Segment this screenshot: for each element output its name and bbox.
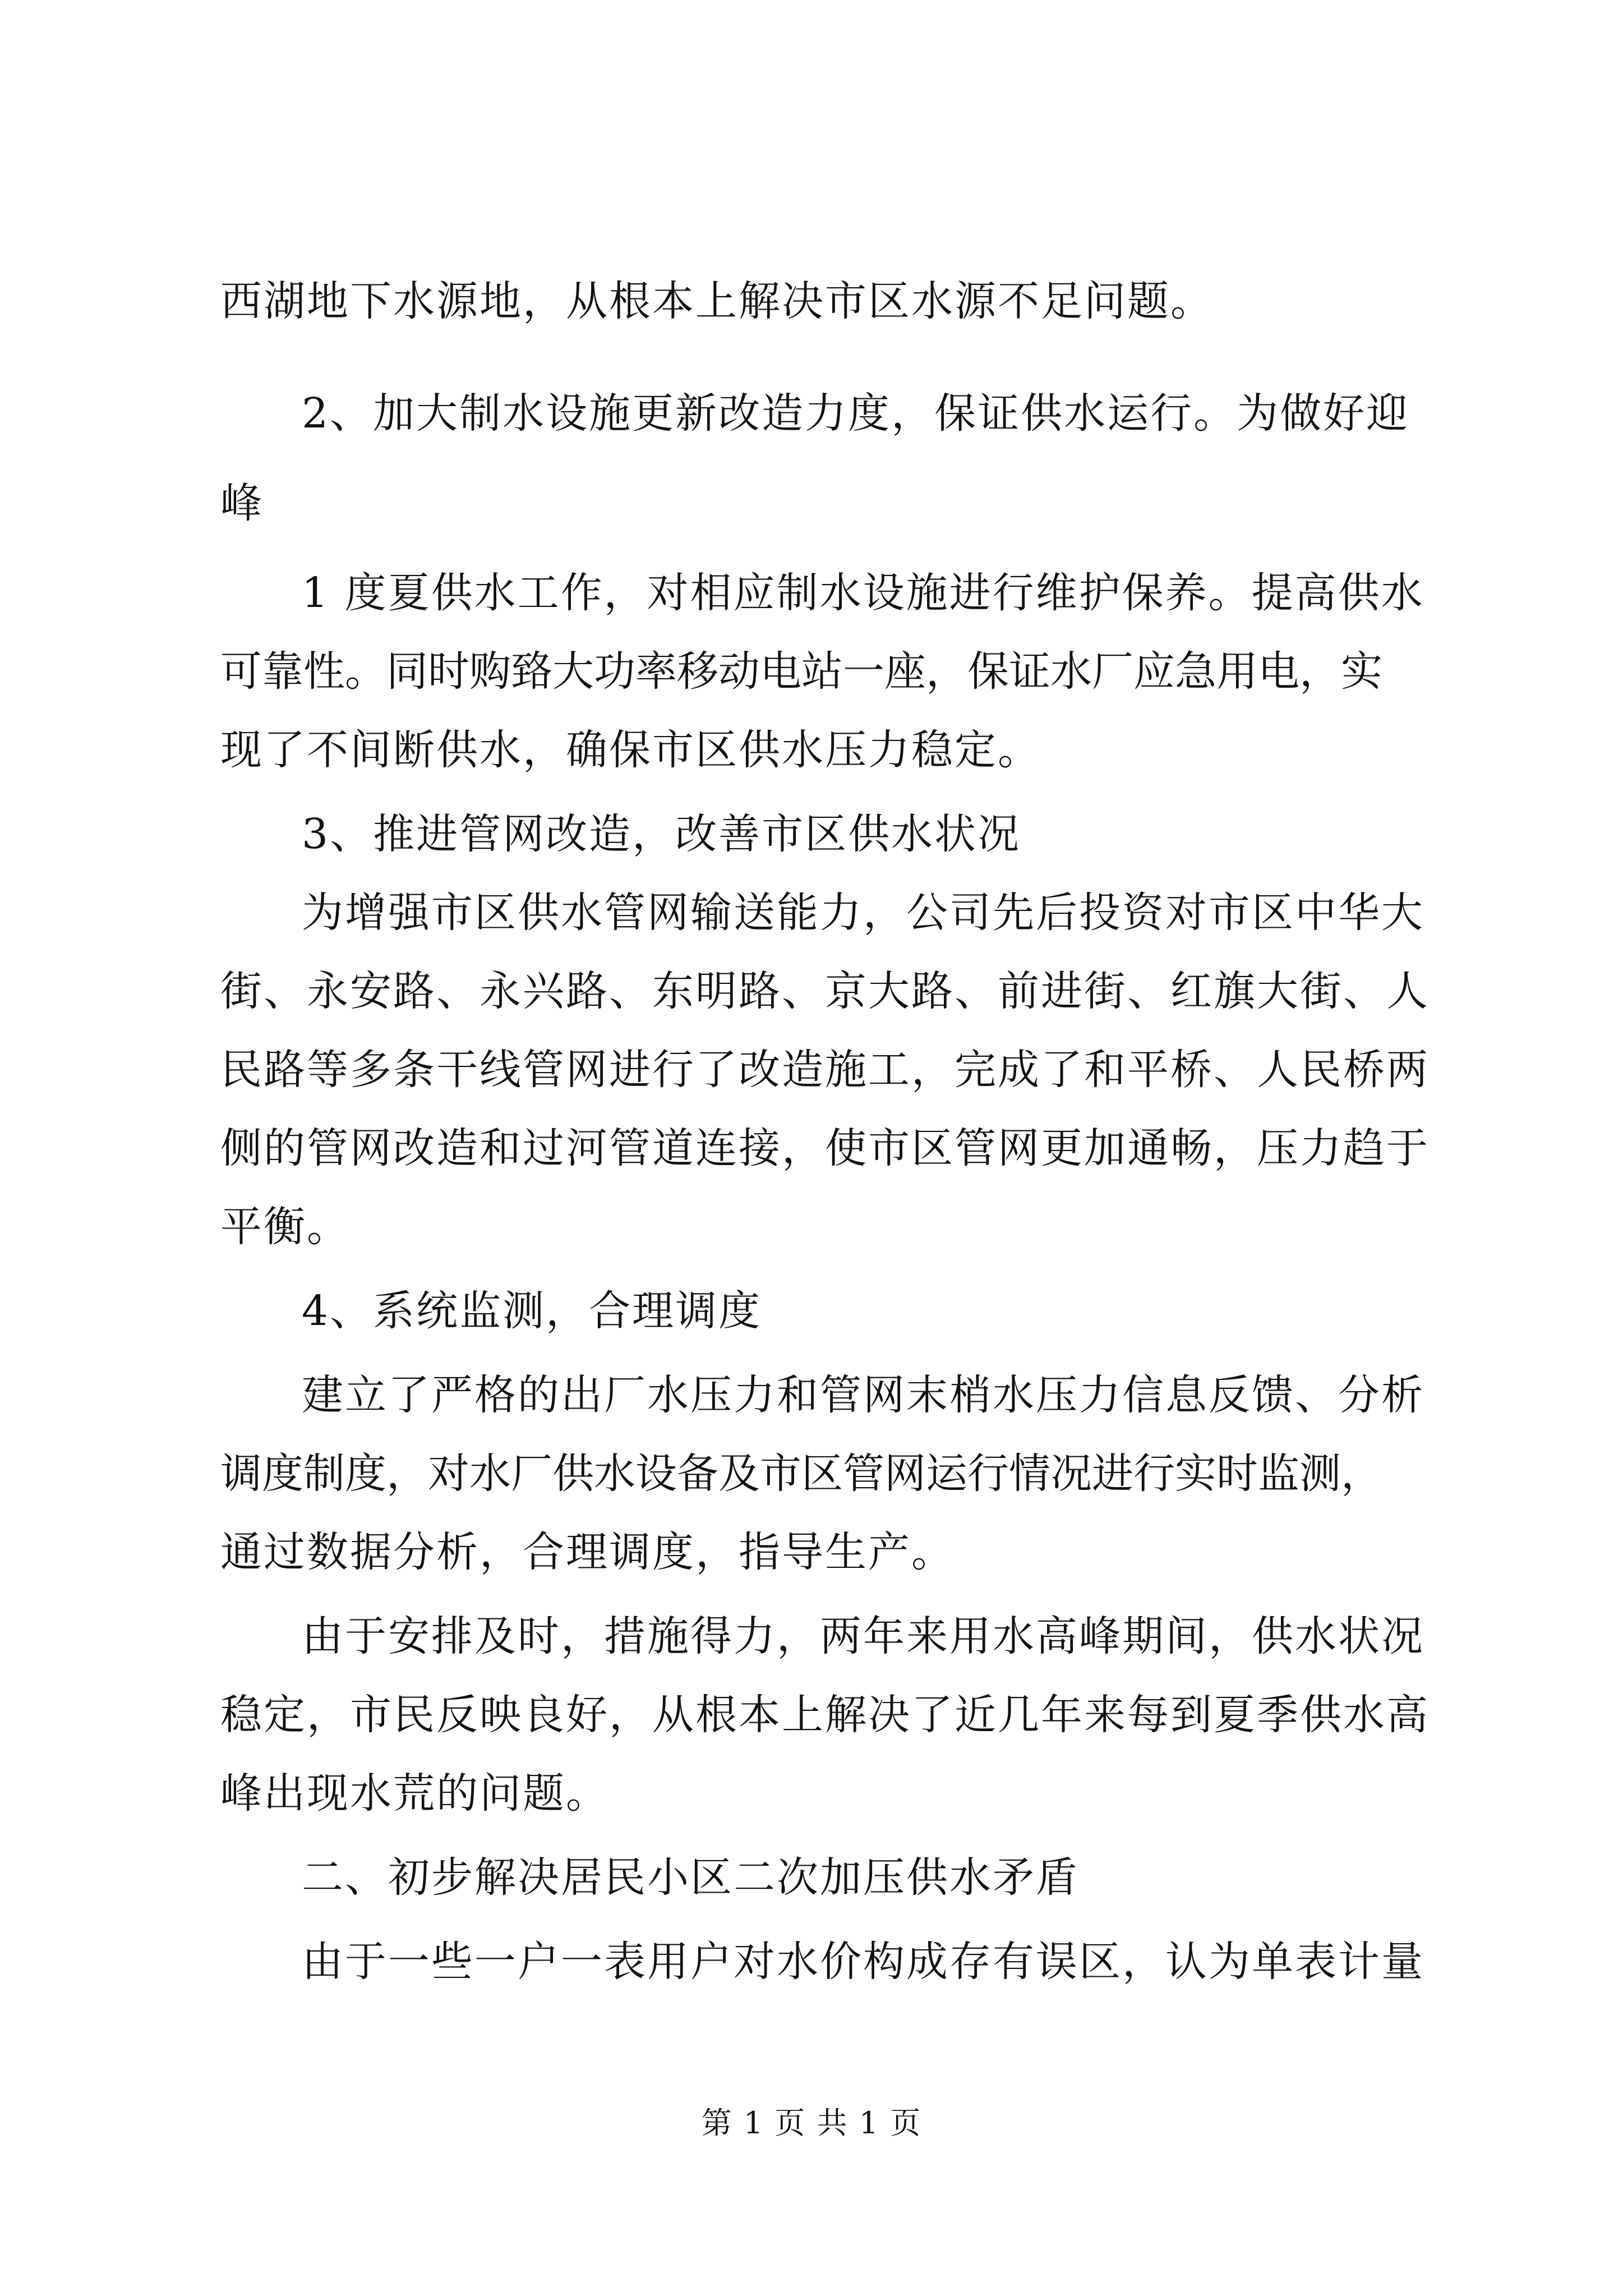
text-line: 1 度夏供水工作，对相应制水设施进行维护保养。提高供水: [302, 569, 1424, 617]
text-line: 西湖地下水源地，从根本上解决市区水源不足问题。: [220, 277, 1214, 325]
text-line: 二、初步解决居民小区二次加压供水矛盾: [302, 1853, 1079, 1902]
text-line: 由于安排及时，措施得力，两年来用水高峰期间，供水状况: [302, 1612, 1424, 1660]
text-line: 可靠性。同时购臵大功率移动电站一座，保证水厂应急用电，实: [220, 647, 1382, 696]
text-line: 现了不间断供水，确保市区供水压力稳定。: [220, 726, 1041, 774]
text-line: 为增强市区供水管网输送能力，公司先后投资对市区中华大: [302, 889, 1424, 937]
text-line: 3、推进管网改造，改善市区供水状况: [302, 810, 1021, 858]
text-line: 4、系统监测，合理调度: [302, 1287, 762, 1335]
text-line: 峰出现水荒的问题。: [220, 1769, 609, 1818]
text-line: 稳定，市民反映良好，从根本上解决了近几年来每到夏季供水高: [220, 1691, 1430, 1739]
text-line: 峰: [220, 479, 264, 527]
text-line: 平衡。: [220, 1203, 350, 1251]
text-line: 街、永安路、永兴路、东明路、京大路、前进街、红旗大街、人: [220, 967, 1430, 1015]
text-line: 民路等多条干线管网进行了改造施工，完成了和平桥、人民桥两: [220, 1046, 1430, 1094]
text-line: 侧的管网改造和过河管道连接，使市区管网更加通畅，压力趋于: [220, 1124, 1430, 1172]
text-line: 由于一些一户一表用户对水价构成存有误区，认为单表计量: [302, 1938, 1424, 1986]
text-line: 通过数据分析，合理调度，指导生产。: [220, 1528, 955, 1576]
text-line: 调度制度，对水厂供水设备及市区管网运行情况进行实时监测，: [220, 1450, 1382, 1498]
text-line: 2、加大制水设施更新改造力度，保证供水运行。为做好迎: [302, 389, 1410, 438]
text-line: 建立了严格的出厂水压力和管网末梢水压力信息反馈、分析: [302, 1371, 1424, 1419]
page-number-footer: 第 1 页 共 1 页: [701, 2105, 922, 2141]
